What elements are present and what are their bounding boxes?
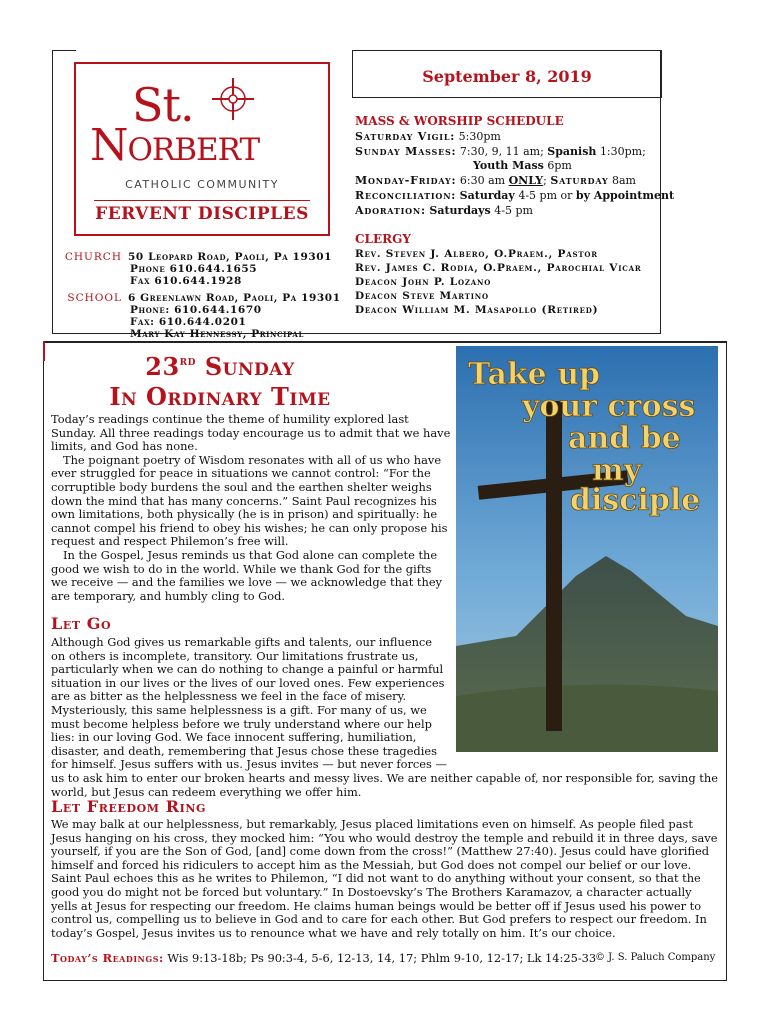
school-fax: Fax: 610.644.0201 [130,316,247,328]
bulletin-date: September 8, 2019 [422,67,592,86]
article-intro [51,413,451,603]
take-up-your-cross-image [456,346,718,752]
clergy-member: Rev. James C. Rodia, O.Praem., Parochial Vicar [355,262,642,274]
schedule-adoration: Adoration: Saturdays 4-5 pm [355,204,533,217]
logo-norbert-text: Norbert [90,120,260,171]
logo-divider [94,200,310,201]
let-freedom-ring-heading: Let Freedom Ring [51,797,207,816]
schedule-youth-mass: Youth Mass 6pm [473,159,572,172]
church-fax: Fax 610.644.1928 [130,275,242,287]
logo-motto: FERVENT DISCIPLES [95,204,309,224]
cross-logo-icon [210,76,256,122]
logo-community-text: CATHOLIC COMMUNITY [125,178,279,191]
parish-logo [74,62,330,236]
article-title-line1: 23rd Sunday [145,352,295,381]
let-freedom-ring-text: We may balk at our helplessness, but remarkably, Jesus placed limitations even on himself. As people filed past Jesus hanging on his cross, they mocked him: “You who would destroy the temple and rebuild it in three days, save yourself, if you are the Son of God, [and] come down from the cross!” (Matthew 27:40). Jesus could have glorified himself and forced his ridiculers to accept him as the Messiah, but God does not compel our belief or our love. Saint Paul echoes this as he writes to Philemon, “I did not want to do anything without your consent, so that the good you do might not be forced but voluntary.” In Dostoevsky’s The Brothers Karamazov, a character actually yells at Jesus for respecting our freedom. He claims human beings would be better off if Jesus used his power to control us, compelling us to believe in God and to care for each other. But God prefers to respect our freedom. In today’s Gospel, Jesus invites us to renounce what we have and rely totally on him. It’s our choice. [51,817,718,940]
cross-photo-icon [456,346,718,752]
todays-readings: Today’s Readings: Wis 9:13-18b; Ps 90:3-4, 5-6, 12-13, 14, 17; Phlm 9-10, 12-17; Lk 14:25-33 [51,951,597,965]
school-principal: Mary Kay Hennessy, Principal [130,328,304,340]
church-address: 50 Leopard Road, Paoli, Pa 19301 [128,251,333,263]
copyright-text: © J. S. Paluch Company [595,952,716,963]
intro-paragraph: In the Gospel, Jesus reminds us that God alone can complete the good we wish to do in the world. While we thank God for the gifts we receive — and the families we love — we acknowledge that they are temporary, and humbly cling to God. [51,547,442,603]
schedule-reconciliation: Reconciliation: Saturday 4-5 pm or by Appointment [355,189,675,202]
date-box [352,50,662,98]
clergy-member: Deacon Steve Martino [355,290,489,302]
clergy-member: Deacon John P. Lozano [355,276,492,288]
clergy-member: Rev. Steven J. Albero, O.Praem., Pastor [355,248,598,260]
image-caption-line: Take up [468,357,600,392]
image-caption-line: disciple [570,483,701,518]
schedule-saturday-vigil: Saturday Vigil: 5:30pm [355,130,501,143]
schedule-sunday-masses: Sunday Masses: 7:30, 9, 11 am; Spanish 1:30pm; [355,145,646,158]
intro-paragraph: The poignant poetry of Wisdom resonates with all of us who have ever struggled for peace in situations we cannot control: “For the corruptible body burdens the soul and the earthen shelter weighs down the mind that has many concerns.” Saint Paul recognizes his own limitations, both physically (he is in prison) and spiritually: he cannot compel his friend to obey his wishes; he can only propose his request and respect Philemon’s free will. [51,452,448,549]
school-label: SCHOOL [67,292,122,304]
intro-paragraph: Today’s readings continue the theme of humility explored last Sunday. All three readings today encourage us to admit that we have limits, and God has none. [51,412,451,454]
image-caption-line: and be [568,421,681,456]
school-address-block [62,292,362,340]
church-label: CHURCH [64,251,122,263]
church-address-block [62,251,362,291]
school-phone: Phone: 610.644.1670 [130,304,262,316]
let-go-heading: Let Go [51,614,112,633]
church-phone: Phone 610.644.1655 [130,263,258,275]
article-title-line2: In Ordinary Time [109,382,331,411]
clergy-member: Deacon William M. Masapollo (Retired) [355,304,599,316]
clergy-heading: CLERGY [355,232,411,246]
logo-st-text: St. [132,78,194,132]
schedule-heading: MASS & WORSHIP SCHEDULE [355,114,564,128]
schedule-weekday: Monday-Friday: 6:30 am ONLY; Saturday 8am [355,174,636,187]
school-address: 6 Greenlawn Road, Paoli, Pa 19301 [128,292,341,304]
image-caption-line: your cross [522,389,696,424]
image-caption-line: my [592,453,642,488]
let-go-text: Although God gives us remarkable gifts and talents, our influence on others is incomplete, transitory. Our limitations frustrate us, particularly when we can do nothing to change a painful or harmful situation in our lives or the lives of our loved ones. Few experiences are as bitter as the helplessness we feel in the face of misery. Mysteriously, this same helplessness is a gift. For many of us, we must become helpless before we truly understand where our help lies: in our loving God. We face innocent suffering, humiliation, disaster, and death, remembering that Jesus chose these tragedies for himself. Jesus suffers with us. Jesus invites — but never forces — us to ask him to enter our broken hearts and messy lives. We are neither capable of, nor responsible for, saving the world, but Jesus can redeem everything we offer him. [51,635,718,799]
